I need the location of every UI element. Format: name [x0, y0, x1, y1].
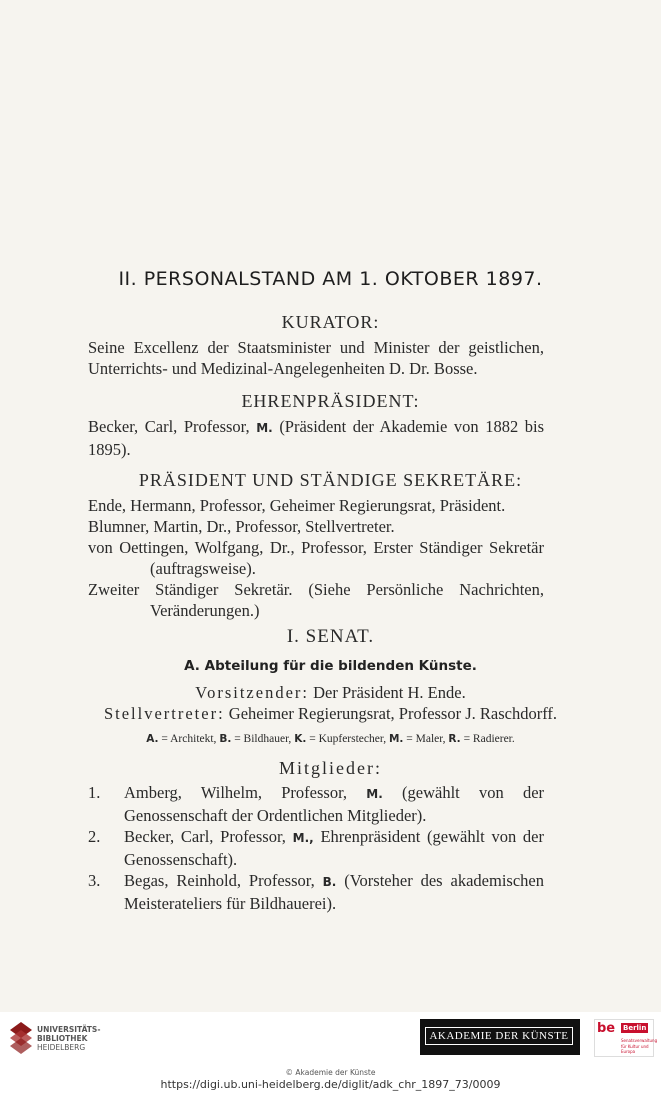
member-mark: B. [322, 875, 337, 889]
praesident-heading: PRÄSIDENT UND STÄNDIGE SEKRETÄRE: [138, 470, 523, 490]
legend-text-b: = Bildhauer, [234, 733, 292, 745]
ehren-post: (Präsident der Akademie von 1882 bis 1895). [88, 417, 545, 459]
ub-line-2: BIBLIOTHEK [37, 1034, 88, 1043]
ehrenpraesident-text [88, 416, 544, 460]
member-post: (gewählt von der Genossenschaft der Ordentlichen Mitglieder). [124, 783, 545, 825]
legend-text-k: = Kupferstecher, [309, 733, 387, 745]
mitglieder-heading: Mitglieder: [279, 758, 382, 778]
ehren-pre: Becker, Carl, Professor, [88, 417, 250, 436]
praesident-line-3-text: von Oettingen, Wolfgang, Dr., Professor, Erster Ständiger Sekretär (auftragsweise). [88, 538, 544, 578]
praesident-line-2: Blumner, Martin, Dr., Professor, Stellvertreter. [88, 517, 395, 536]
stellvertreter-line [0, 703, 661, 724]
legend-text-r: = Radierer. [463, 733, 515, 745]
berlin-senate-logo[interactable] [594, 1019, 658, 1057]
legend-abbr-k: K. [294, 733, 307, 745]
vorsitzender-line [0, 682, 661, 703]
praesident-line-3 [88, 537, 544, 579]
ub-line-3: HEIDELBERG [37, 1043, 86, 1052]
member-list [88, 782, 544, 914]
bem-sub-1: Senatsverwaltung [621, 1038, 658, 1043]
permalink-url[interactable]: https://digi.ub.uni-heidelberg.de/diglit/adk_chr_1897_73/0009 [160, 1078, 501, 1091]
legend-abbr-r: R. [448, 733, 461, 745]
praesident-line-4 [88, 579, 544, 621]
ehrenpraesident-heading: EHRENPRÄSIDENT: [241, 391, 420, 411]
bem-sub-2: für Kultur und Europa [621, 1044, 649, 1054]
ub-line-1: UNIVERSITÄTS- [37, 1025, 101, 1034]
member-number: 1. [88, 783, 101, 802]
legend-abbr-m: M. [388, 733, 404, 745]
kurator-heading: KURATOR: [281, 312, 380, 332]
copyright-text: © Akademie der Künste [285, 1068, 376, 1077]
kurator-text: Seine Excellenz der Staatsminister und Minister der geistlichen, Unterrichts- und Medizinal-Angelegenheiten D. Dr. Bosse. [88, 338, 544, 378]
legend-text-m: = Maler, [406, 733, 446, 745]
legend-abbr-b: B. [219, 733, 232, 745]
akademie-der-kuenste-logo[interactable] [420, 1019, 580, 1055]
member-number: 2. [88, 827, 101, 846]
abteilung-heading: A. Abteilung für die bildenden Künste. [184, 658, 477, 674]
list-item [88, 870, 544, 914]
member-post: Ehrenpräsident (gewählt von der Genossenschaft). [124, 827, 544, 869]
member-pre: Becker, Carl, Professor, [124, 827, 286, 846]
praesident-line-1: Ende, Hermann, Professor, Geheimer Regierungsrat, Präsident. [88, 496, 506, 515]
member-pre: Begas, Reinhold, Professor, [124, 871, 315, 890]
bem-berlin-text: Berlin [623, 1024, 647, 1032]
stellvertreter-text: Geheimer Regierungsrat, Professor J. Raschdorff. [228, 704, 558, 723]
legend-abbr-a: A. [146, 733, 159, 745]
page-title: II. PERSONALSTAND AM 1. OKTOBER 1897. [118, 268, 543, 290]
member-mark: M., [292, 831, 314, 845]
ehren-mark: M. [256, 421, 273, 435]
senat-heading: I. SENAT. [286, 626, 375, 647]
member-mark: M. [366, 787, 383, 801]
vorsitzender-label: Vorsitzender: [195, 683, 309, 702]
university-library-name[interactable] [37, 1025, 100, 1052]
member-post: (Vorsteher des akademischen Meisterateliers für Bildhauerei). [124, 871, 544, 913]
adk-logo-text: AKADEMIE DER KÜNSTE [425, 1027, 573, 1045]
member-number: 3. [88, 871, 101, 890]
vorsitzender-text: Der Präsident H. Ende. [313, 683, 466, 702]
list-item [88, 782, 544, 826]
viewer-footer [0, 1012, 661, 1094]
stellvertreter-label: Stellvertreter: [103, 704, 225, 723]
university-library-logo-icon[interactable] [8, 1020, 34, 1054]
bem-logo-text: be [597, 1021, 616, 1036]
praesident-line-4-text: Zweiter Ständiger Sekretär. (Siehe Persönliche Nachrichten, Veränderungen.) [88, 580, 544, 620]
abbreviation-legend [0, 729, 661, 750]
member-pre: Amberg, Wilhelm, Professor, [124, 783, 348, 802]
list-item [88, 826, 544, 870]
legend-text-a: = Architekt, [161, 733, 217, 745]
